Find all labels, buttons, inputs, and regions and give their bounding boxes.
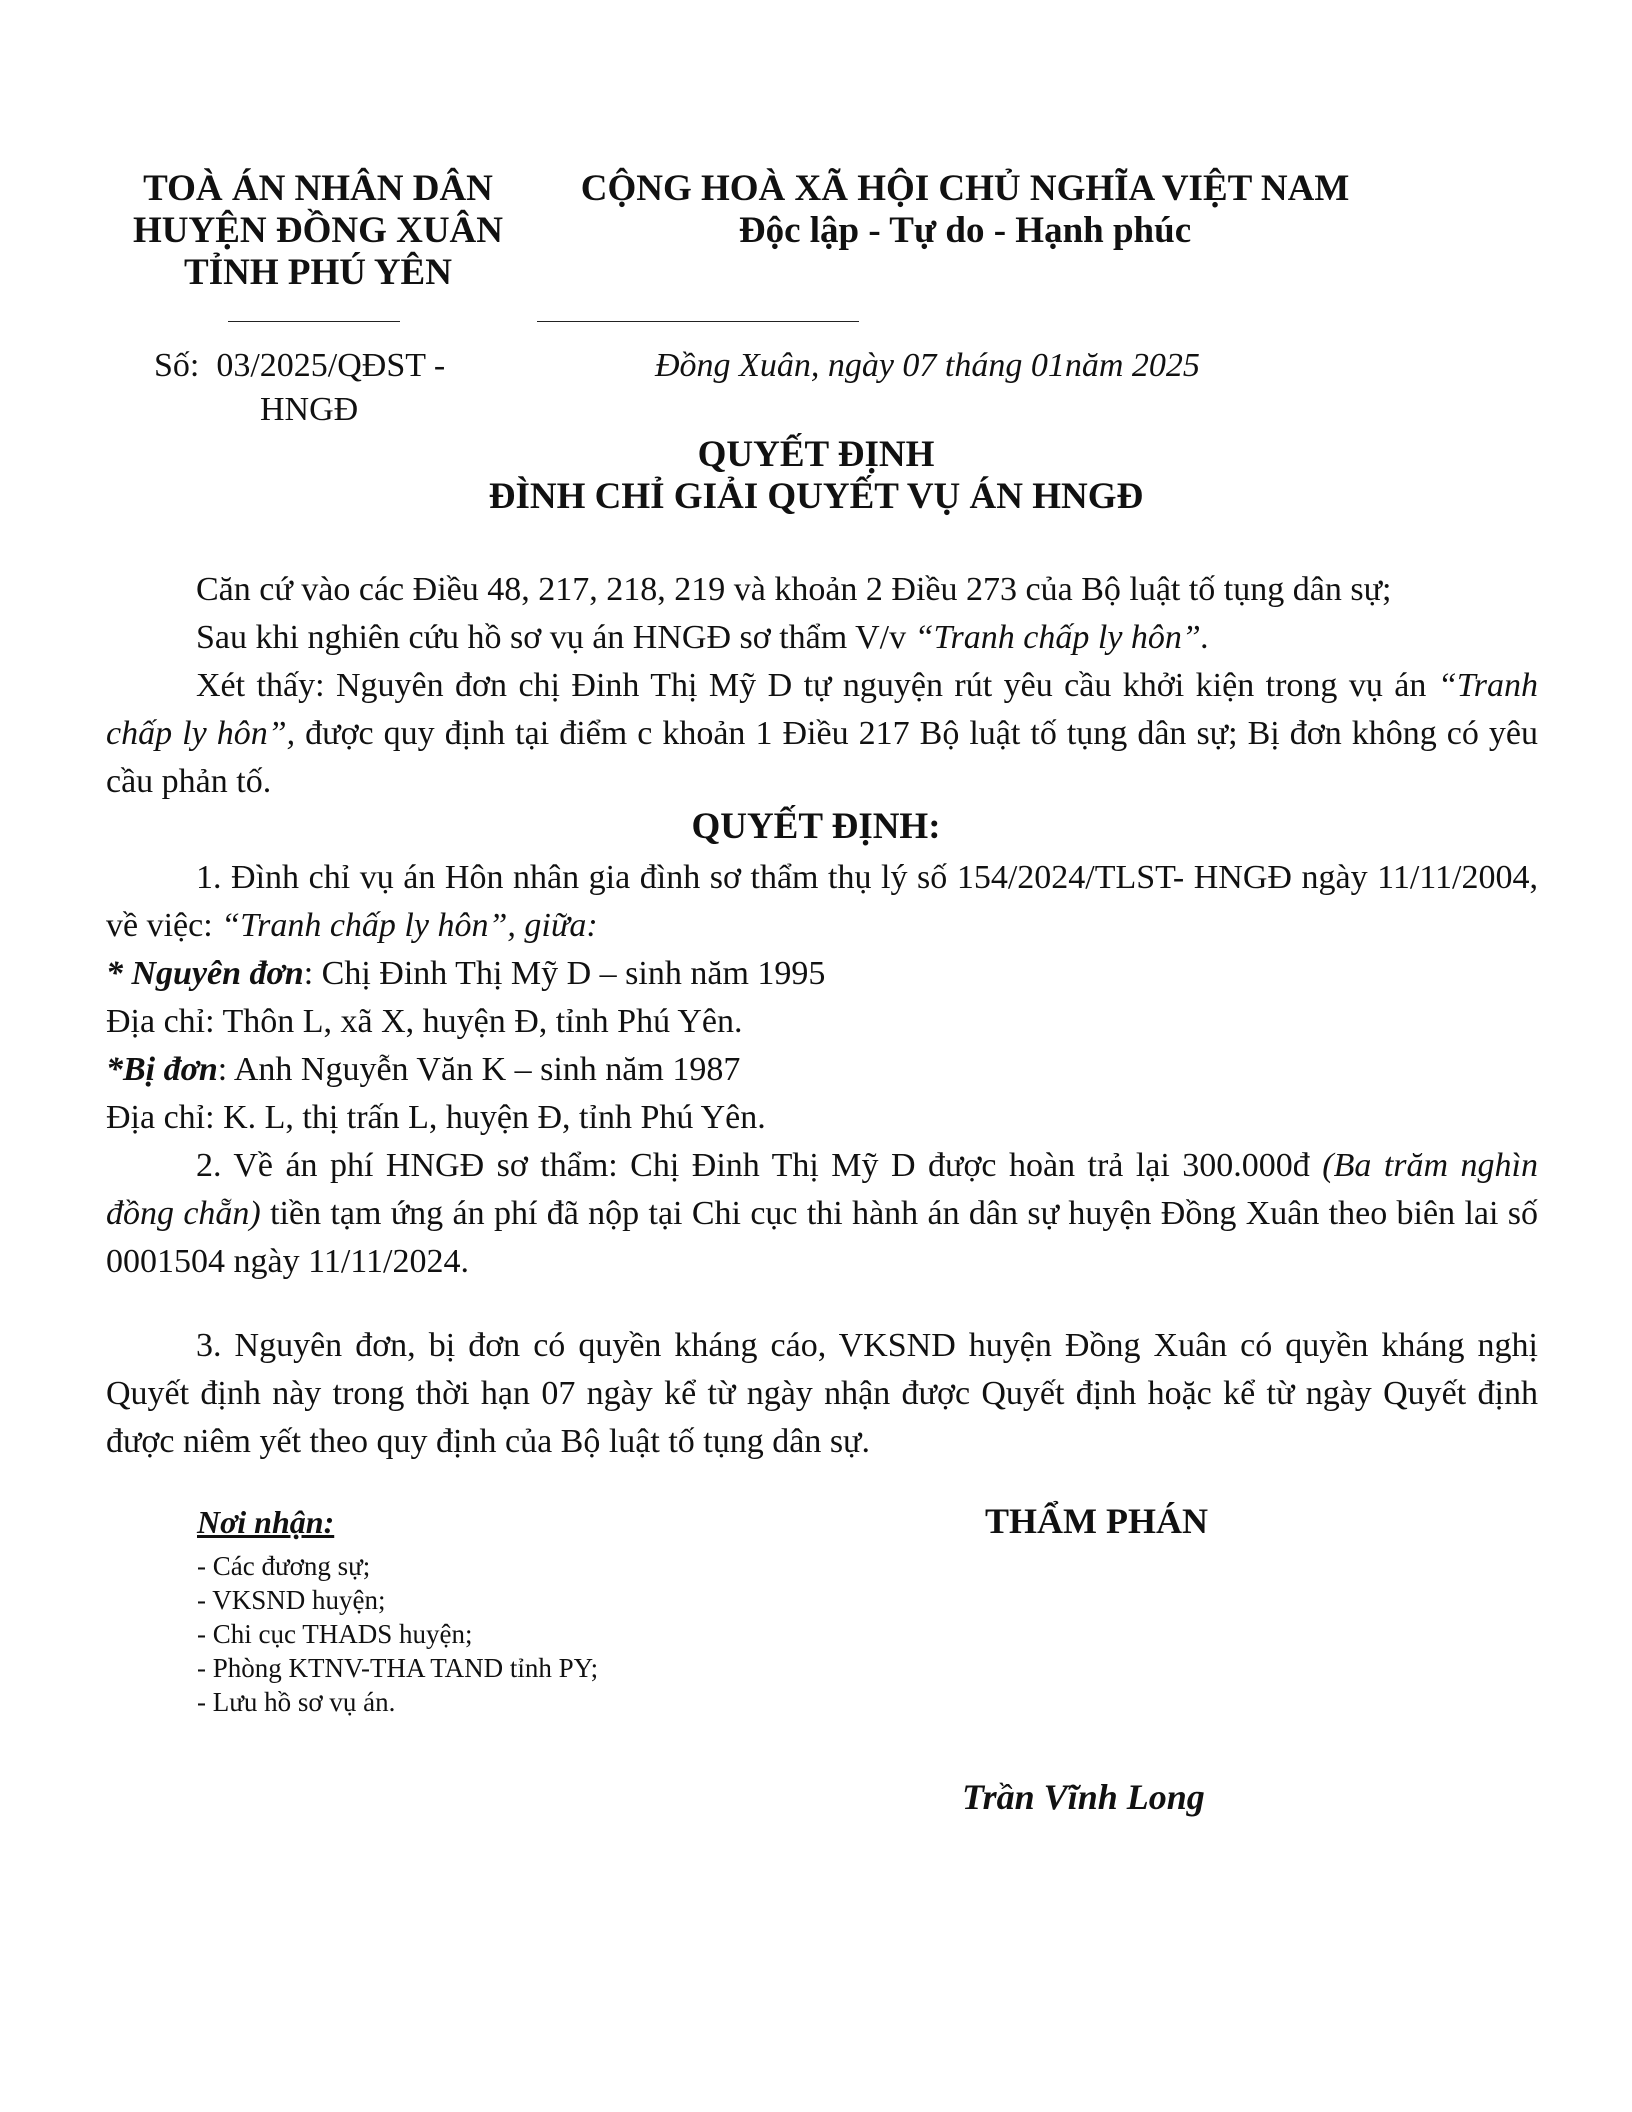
decision-item-3: 3. Nguyên đơn, bị đơn có quyền kháng cáo, VKSND huyện Đồng Xuân có quyền kháng nghị Quyết định này trong thời hạn 07 ngày kể từ ngày nhận được Quyết định hoặc kể từ ngày Quyết định được niêm yết theo quy định của Bộ luật tố tụng dân sự. [106,1327,1538,1460]
item-1-italic: “Tranh chấp ly hôn”, giữa: [221,907,598,944]
nation-line-1: CỘNG HOÀ XÃ HỘI CHỦ NGHĨA VIỆT NAM [580,168,1350,209]
court-line-3: TỈNH PHÚ YÊN [184,252,452,293]
plaintiff-line [106,950,1538,998]
case-review [106,614,1538,662]
recipient-item: - Các đương sự; [197,1551,371,1581]
consideration-text: Xét thấy: Nguyên đơn chị Đinh Thị Mỹ D tự nguyện rút yêu cầu khởi kiện trong vụ án [196,667,1438,704]
case-review-italic: “Tranh chấp ly hôn”. [914,619,1210,656]
recipient-item: - VKSND huyện; [197,1585,386,1615]
defendant-text: : Anh Nguyễn Văn K – sinh năm 1987 [217,1051,741,1088]
document-number [154,344,445,388]
court-underline [228,321,400,322]
consideration [106,662,1538,806]
item-2-italic: (Ba trăm nghìn đồng chẵn) [106,1147,1538,1232]
court-line-2: HUYỆN ĐỒNG XUÂN [133,210,503,251]
item-1-text: 1. Đình chỉ vụ án Hôn nhân gia đình sơ thẩm thụ lý số 154/2024/TLST- HNGĐ ngày 11/11/2004, về việc: [106,859,1538,944]
defendant-address: Địa chỉ: K. L, thị trấn L, huyện Đ, tỉnh Phú Yên. [106,1099,766,1136]
court-line-1: TOÀ ÁN NHÂN DÂN [143,168,493,209]
number-line-1: 03/2025/QĐST - [216,347,446,384]
number-label: Số: [154,347,200,384]
signer-role: THẨM PHÁN [985,1501,1208,1541]
consideration-italic: “Tranh chấp ly hôn”, [106,667,1538,752]
national-motto-block [560,168,1370,252]
decision-item-1 [106,854,1538,950]
item-2-suffix: tiền tạm ứng án phí đã nộp tại Chi cục thi hành án dân sự huyện Đồng Xuân theo biên lai số 0001504 ngày 11/11/2024. [106,1195,1538,1280]
recipient-item: - Chi cục THADS huyện; [197,1619,473,1649]
decision-item-2 [106,1142,1538,1286]
court-name-block [108,168,528,294]
consideration-suffix: được quy định tại điểm c khoản 1 Điều 217 Bộ luật tố tụng dân sự; Bị đơn không có yêu cầu phản tố. [106,715,1538,800]
case-review-text: Sau khi nghiên cứu hồ sơ vụ án HNGĐ sơ thẩm V/v [196,619,915,656]
plaintiff-label: * Nguyên đơn [106,955,304,992]
decision-heading: QUYẾT ĐỊNH: [691,806,941,847]
item-2-text: 2. Về án phí HNGĐ sơ thẩm: Chị Đinh Thị Mỹ D được hoàn trả lại 300.000đ [196,1147,1323,1184]
signer-name: Trần Vĩnh Long [962,1777,1205,1817]
motto-underline [537,321,859,322]
plaintiff-text: : Chị Đinh Thị Mỹ D – sinh năm 1995 [303,955,826,992]
nation-line-2: Độc lập - Tự do - Hạnh phúc [738,210,1192,251]
recipient-item: - Lưu hồ sơ vụ án. [197,1687,396,1717]
document-number-cont: HNGĐ [260,391,359,428]
decision-subtitle: ĐÌNH CHỈ GIẢI QUYẾT VỤ ÁN HNGĐ [488,476,1144,517]
defendant-line [106,1046,1538,1094]
recipient-item: - Phòng KTNV-THA TAND tỉnh PY; [197,1653,599,1683]
place-date: Đồng Xuân, ngày 07 tháng 01năm 2025 [655,347,1200,384]
decision-title: QUYẾT ĐỊNH [697,434,935,475]
recipients-heading: Nơi nhận: [197,1504,335,1540]
legal-basis: Căn cứ vào các Điều 48, 217, 218, 219 và khoản 2 Điều 273 của Bộ luật tố tụng dân sự; [196,571,1392,608]
defendant-label: *Bị đơn [106,1051,218,1088]
plaintiff-address: Địa chỉ: Thôn L, xã X, huyện Đ, tỉnh Phú Yên. [106,1003,743,1040]
